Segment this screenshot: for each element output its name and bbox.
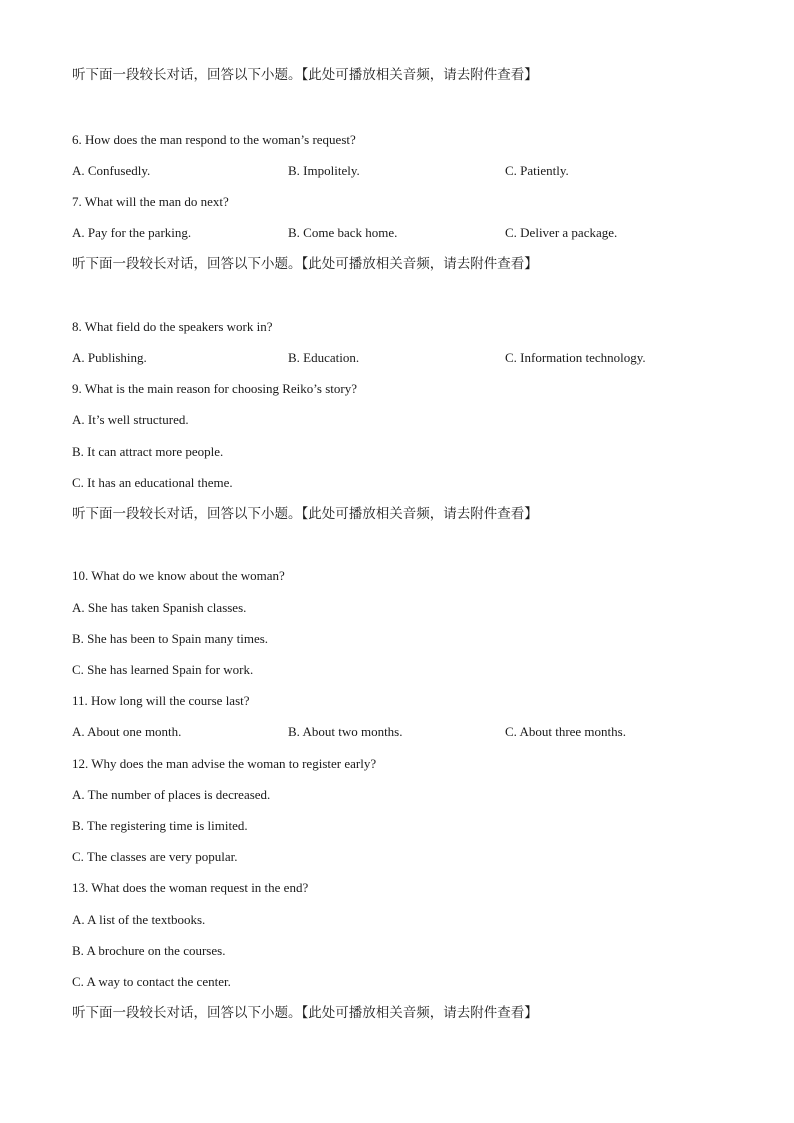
q6-option-b: B. Impolitely. — [288, 163, 360, 178]
question-10: 10. What do we know about the woman? — [72, 568, 285, 583]
q7-option-a: A. Pay for the parking. — [72, 225, 192, 240]
q8-option-a: A. Publishing. — [72, 350, 147, 365]
question-12: 12. Why does the man advise the woman to register early? — [72, 756, 377, 771]
q10-option-a: A. She has taken Spanish classes. — [72, 600, 247, 615]
listening-instruction: 听下面一段较长对话，回答以下小题。【此处可播放相关音频，请去附件查看】 — [72, 506, 538, 522]
q10-option-b: B. She has been to Spain many times. — [72, 631, 269, 646]
q11-option-a: A. About one month. — [72, 724, 182, 739]
listening-instruction: 听下面一段较长对话，回答以下小题。【此处可播放相关音频，请去附件查看】 — [72, 67, 538, 83]
q6-option-c: C. Patiently. — [505, 163, 569, 178]
listening-instruction: 听下面一段较长对话，回答以下小题。【此处可播放相关音频，请去附件查看】 — [72, 256, 538, 272]
question-11: 11. How long will the course last? — [72, 693, 250, 708]
q13-option-a: A. A list of the textbooks. — [72, 912, 206, 927]
q12-option-a: A. The number of places is decreased. — [72, 787, 271, 802]
q6-option-a: A. Confusedly. — [72, 163, 151, 178]
q8-option-b: B. Education. — [288, 350, 360, 365]
question-7: 7. What will the man do next? — [72, 194, 229, 209]
q9-option-b: B. It can attract more people. — [72, 444, 224, 459]
q12-option-c: C. The classes are very popular. — [72, 849, 238, 864]
question-13: 13. What does the woman request in the end? — [72, 880, 309, 895]
q12-option-b: B. The registering time is limited. — [72, 818, 248, 833]
question-8: 8. What field do the speakers work in? — [72, 319, 273, 334]
q9-option-c: C. It has an educational theme. — [72, 475, 233, 490]
q10-option-c: C. She has learned Spain for work. — [72, 662, 254, 677]
q13-option-c: C. A way to contact the center. — [72, 974, 231, 989]
q7-option-c: C. Deliver a package. — [505, 225, 618, 240]
q11-option-c: C. About three months. — [505, 724, 626, 739]
listening-instruction: 听下面一段较长对话，回答以下小题。【此处可播放相关音频，请去附件查看】 — [72, 1005, 538, 1021]
q13-option-b: B. A brochure on the courses. — [72, 943, 226, 958]
question-9: 9. What is the main reason for choosing Reiko’s story? — [72, 381, 357, 396]
q7-option-b: B. Come back home. — [288, 225, 398, 240]
q9-option-a: A. It’s well structured. — [72, 412, 189, 427]
question-6: 6. How does the man respond to the woman’s request? — [72, 132, 356, 147]
q11-option-b: B. About two months. — [288, 724, 403, 739]
q8-option-c: C. Information technology. — [505, 350, 646, 365]
